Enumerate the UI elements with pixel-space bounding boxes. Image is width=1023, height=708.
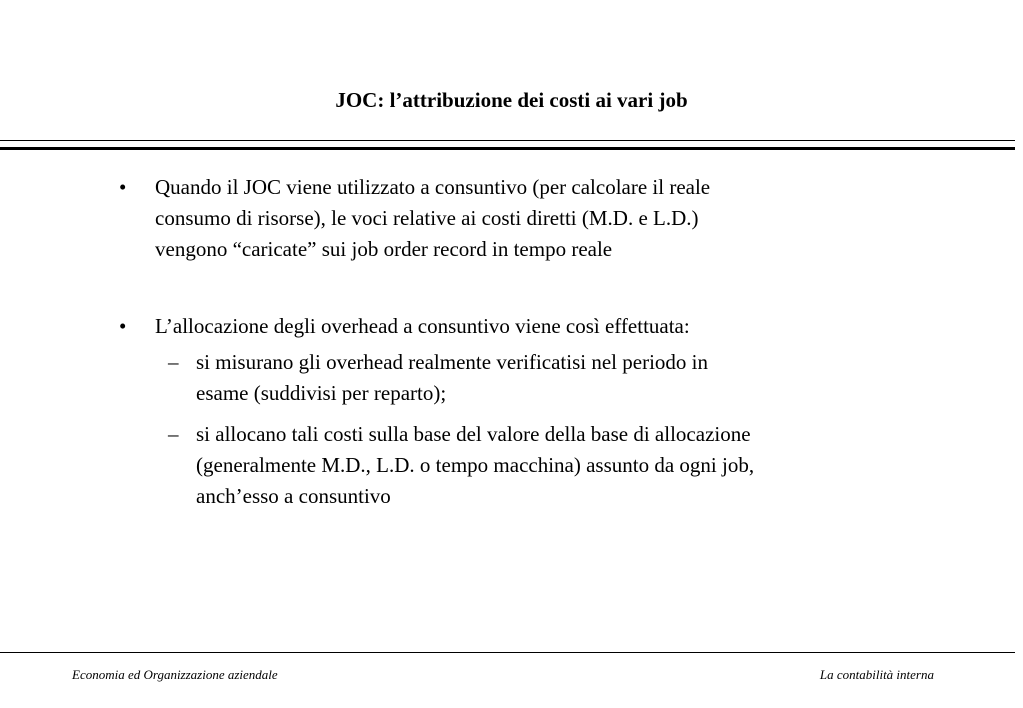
sub-bullet-marker: – — [168, 422, 179, 446]
sub-bullet-text-line: si allocano tali costi sulla base del valore della base di allocazione — [196, 422, 751, 446]
sub-bullet-text-line: anch’esso a consuntivo — [196, 484, 391, 508]
bullet-item — [119, 311, 855, 342]
sub-bullet-marker: – — [168, 350, 179, 374]
title-divider-thin — [0, 140, 1015, 141]
sub-bullet-item — [168, 347, 916, 409]
sub-bullet-text-line: si misurano gli overhead realmente verificatisi nel periodo in — [196, 350, 708, 374]
bullet-text-line: consumo di risorse), le voci relative ai costi diretti (M.D. e L.D.) — [155, 206, 699, 230]
bullet-marker: • — [119, 175, 127, 199]
bullet-marker: • — [119, 314, 127, 338]
bullet-text-line: Quando il JOC viene utilizzato a consuntivo (per calcolare il reale — [155, 175, 711, 199]
slide-title: JOC: l’attribuzione dei costi ai vari job — [335, 88, 688, 112]
bullet-text-line: L’allocazione degli overhead a consuntivo viene così effettuata: — [155, 314, 690, 338]
footer-divider — [0, 652, 1015, 653]
bullet-item — [119, 172, 855, 265]
sub-bullet-text-line: (generalmente M.D., L.D. o tempo macchina) assunto da ogni job, — [196, 453, 755, 477]
sub-bullet-text-line: esame (suddivisi per reparto); — [196, 381, 447, 405]
title-divider-thick — [0, 147, 1015, 150]
footer-section-name: La contabilità interna — [819, 667, 934, 682]
bullet-text-line: vengono “caricate” sui job order record in tempo reale — [155, 237, 613, 261]
sub-bullet-item — [168, 419, 916, 512]
footer-course-name: Economia ed Organizzazione aziendale — [72, 667, 278, 682]
